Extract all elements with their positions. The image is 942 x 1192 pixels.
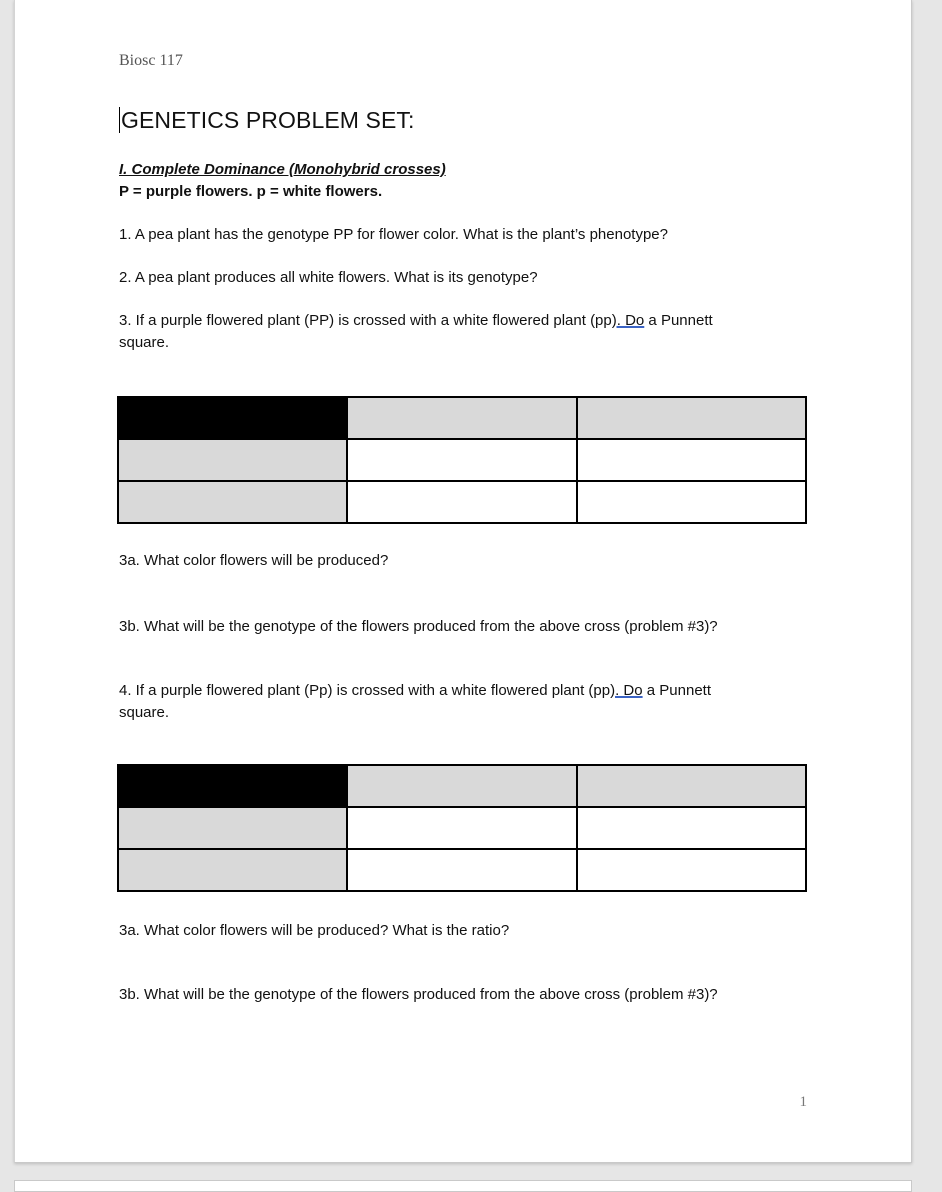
section-heading: I. Complete Dominance (Monohybrid crosses) — [119, 161, 446, 178]
question-3-link[interactable]: ). Do — [611, 312, 645, 329]
question-4b: 3b. What will be the genotype of the flowers produced from the above cross (problem #3)? — [119, 986, 718, 1003]
punnett-answer-cell[interactable] — [577, 807, 806, 849]
punnett-side-cell[interactable] — [118, 481, 347, 523]
punnett-side-cell[interactable] — [118, 849, 347, 891]
title-text: GENETICS PROBLEM SET: — [121, 107, 415, 133]
course-header: Biosc 117 — [119, 52, 183, 69]
question-3-text-b: a Punnett — [644, 312, 713, 329]
question-1: 1. A pea plant has the genotype PP for flower color. What is the plant’s phenotype? — [119, 226, 668, 243]
punnett-side-cell[interactable] — [118, 807, 347, 849]
question-4-text-c: square. — [119, 704, 170, 721]
punnett-corner-cell — [118, 765, 347, 807]
punnett-answer-cell[interactable] — [347, 807, 576, 849]
punnett-header-cell[interactable] — [577, 765, 806, 807]
question-4-text-b: a Punnett — [642, 682, 711, 699]
question-4 — [119, 680, 799, 724]
question-3b: 3b. What will be the genotype of the flowers produced from the above cross (problem #3)? — [119, 618, 718, 635]
punnett-square-2 — [117, 764, 807, 892]
question-3 — [119, 310, 799, 354]
page-title — [119, 107, 415, 134]
question-4a: 3a. What color flowers will be produced? What is the ratio? — [119, 922, 510, 939]
question-3a: 3a. What color flowers will be produced? — [119, 552, 389, 569]
question-4-link[interactable]: ). Do — [610, 682, 643, 699]
punnett-answer-cell[interactable] — [347, 849, 576, 891]
question-3-text-c: square. — [119, 334, 170, 351]
allele-key: P = purple flowers. p = white flowers. — [119, 183, 383, 200]
punnett-square-1 — [117, 396, 807, 524]
punnett-answer-cell[interactable] — [577, 849, 806, 891]
question-4-text-a: 4. If a purple flowered plant (Pp) is crossed with a white flowered plant (pp — [119, 682, 611, 699]
page-number: 1 — [799, 1094, 807, 1110]
punnett-header-cell[interactable] — [347, 397, 576, 439]
punnett-answer-cell[interactable] — [347, 481, 576, 523]
document-page — [14, 0, 912, 1163]
punnett-answer-cell[interactable] — [577, 439, 806, 481]
text-cursor — [119, 107, 120, 133]
next-page-edge — [14, 1180, 912, 1192]
question-2: 2. A pea plant produces all white flowers. What is its genotype? — [119, 269, 538, 286]
punnett-header-cell[interactable] — [347, 765, 576, 807]
punnett-answer-cell[interactable] — [577, 481, 806, 523]
punnett-header-cell[interactable] — [577, 397, 806, 439]
punnett-side-cell[interactable] — [118, 439, 347, 481]
punnett-corner-cell — [118, 397, 347, 439]
question-3-text-a: 3. If a purple flowered plant (PP) is crossed with a white flowered plant (pp — [119, 312, 612, 329]
punnett-answer-cell[interactable] — [347, 439, 576, 481]
